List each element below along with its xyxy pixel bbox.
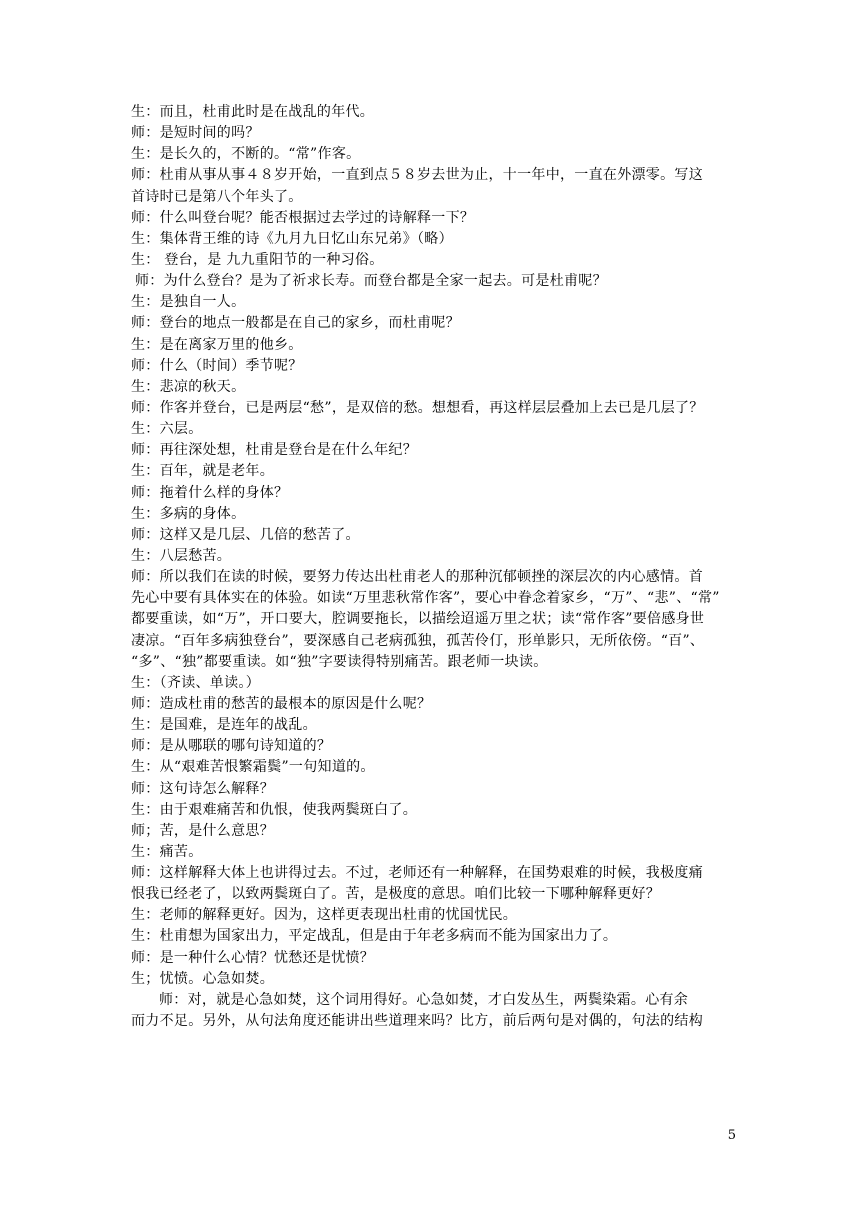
text-line: 生：从“艰难苦恨繁霜鬓”一句知道的。 [131, 759, 375, 776]
page-number: 5 [727, 1128, 736, 1143]
text-line: 生：集体背王维的诗《九月九日忆山东兄弟》（略） [131, 230, 453, 247]
text-line: “多”、“独”都要重读。如“独”字要读得特别痛苦。跟老师一块读。 [131, 653, 548, 670]
text-line: 师：这句诗怎么解释？ [131, 780, 274, 797]
text-line: 师：杜甫从事从事４８岁开始，一直到点５８岁去世为止，十一年中，一直在外漂零。写这 [131, 167, 703, 184]
text-line: 生：百年，就是老年。 [131, 463, 274, 480]
text-line: 师：造成杜甫的愁苦的最根本的原因是什么呢？ [131, 695, 432, 712]
text-line: 首诗时已是第八个年头了。 [131, 188, 303, 205]
text-line: 生：杜甫想为国家出力，平定战乱，但是由于年老多病而不能为国家出力了。 [131, 928, 618, 945]
text-line: 生：（齐读、单读。） [131, 674, 260, 691]
text-line: 师：是一种什么心情？忧愁还是忧愤？ [131, 949, 375, 966]
text-line: 生：是长久的，不断的。“常”作客。 [131, 146, 361, 163]
text-line: 师：是从哪联的哪句诗知道的？ [131, 738, 332, 755]
text-line: 师：对，就是心急如焚，这个词用得好。心急如焚，才白发丛生，两鬓染霜。心有余 [159, 991, 689, 1008]
text-line: 生：是独自一人。 [131, 294, 246, 311]
text-line: 师：再往深处想，杜甫是登台是在什么年纪？ [131, 442, 417, 459]
text-line: 生：而且，杜甫此时是在战乱的年代。 [131, 104, 375, 120]
text-line: 师：什么（时间）季节呢？ [131, 357, 303, 374]
text-line: 师：什么叫登台呢？能否根据过去学过的诗解释一下？ [131, 209, 475, 226]
text-line: 而力不足。另外，从句法角度还能讲出些道理来吗？比方，前后两句是对偶的，句法的结构 [131, 1013, 703, 1030]
text-line: 凄凉。“百年多病独登台”，要深感自己老病孤独，孤苦伶仃，形单影只，无所依傍。“百”、 [131, 632, 705, 649]
text-line: 师；苦，是什么意思？ [131, 822, 274, 839]
text-line: 师：这样又是几层、几倍的愁苦了。 [131, 526, 360, 543]
text-line: 师：作客并登台，已是两层“愁”，是双倍的愁。想想看，再这样层层叠加上去已是几层了？ [131, 399, 704, 416]
text-line: 生：由于艰难痛苦和仇恨，使我两鬓斑白了。 [131, 801, 417, 818]
text-line: 恨我已经老了，以致两鬓斑白了。苦，是极度的意思。咱们比较一下哪种解释更好？ [131, 886, 661, 903]
text-line: 生：痛苦。 [131, 843, 203, 860]
text-line: 生： 登台，是 九九重阳节的一种习俗。 [131, 251, 384, 268]
text-line: 生：六层。 [131, 421, 203, 438]
text-line: 生：多病的身体。 [131, 505, 246, 522]
text-line: 生：是在离家万里的他乡。 [131, 336, 303, 353]
text-line: 都要重读，如“万”，开口要大，腔调要拖长，以描绘迢遥万里之状；读“常作客”要倍感身世 [131, 611, 705, 628]
text-line: 生：老师的解释更好。因为，这样更表现出杜甫的忧国忧民。 [131, 907, 518, 924]
text-line: 师：这样解释大体上也讲得过去。不过，老师还有一种解释，在国势艰难的时候，我极度痛 [131, 865, 703, 882]
dialogue-text [131, 102, 735, 1032]
text-line: 师：拖着什么样的身体？ [131, 484, 289, 501]
text-line: 生：是国难，是连年的战乱。 [131, 717, 317, 734]
text-line: 生：八层愁苦。 [131, 547, 232, 564]
text-line: 生：悲凉的秋天。 [131, 378, 246, 395]
text-line: 师：为什么登台？是为了祈求长寿。而登台都是全家一起去。可是杜甫呢？ [135, 273, 607, 290]
text-line: 师：所以我们在读的时候，要努力传达出杜甫老人的那种沉郁顿挫的深层次的内心感情。首 [131, 569, 703, 586]
text-line: 先心中要有具体实在的体验。如读“万里悲秋常作客”，要心中眷念着家乡，“万”、“悲”、“常” [131, 590, 720, 607]
text-line: 师：是短时间的吗？ [131, 125, 260, 142]
text-line: 师：登台的地点一般都是在自己的家乡，而杜甫呢？ [131, 315, 460, 332]
text-line: 生；忧愤。心急如焚。 [131, 970, 274, 987]
